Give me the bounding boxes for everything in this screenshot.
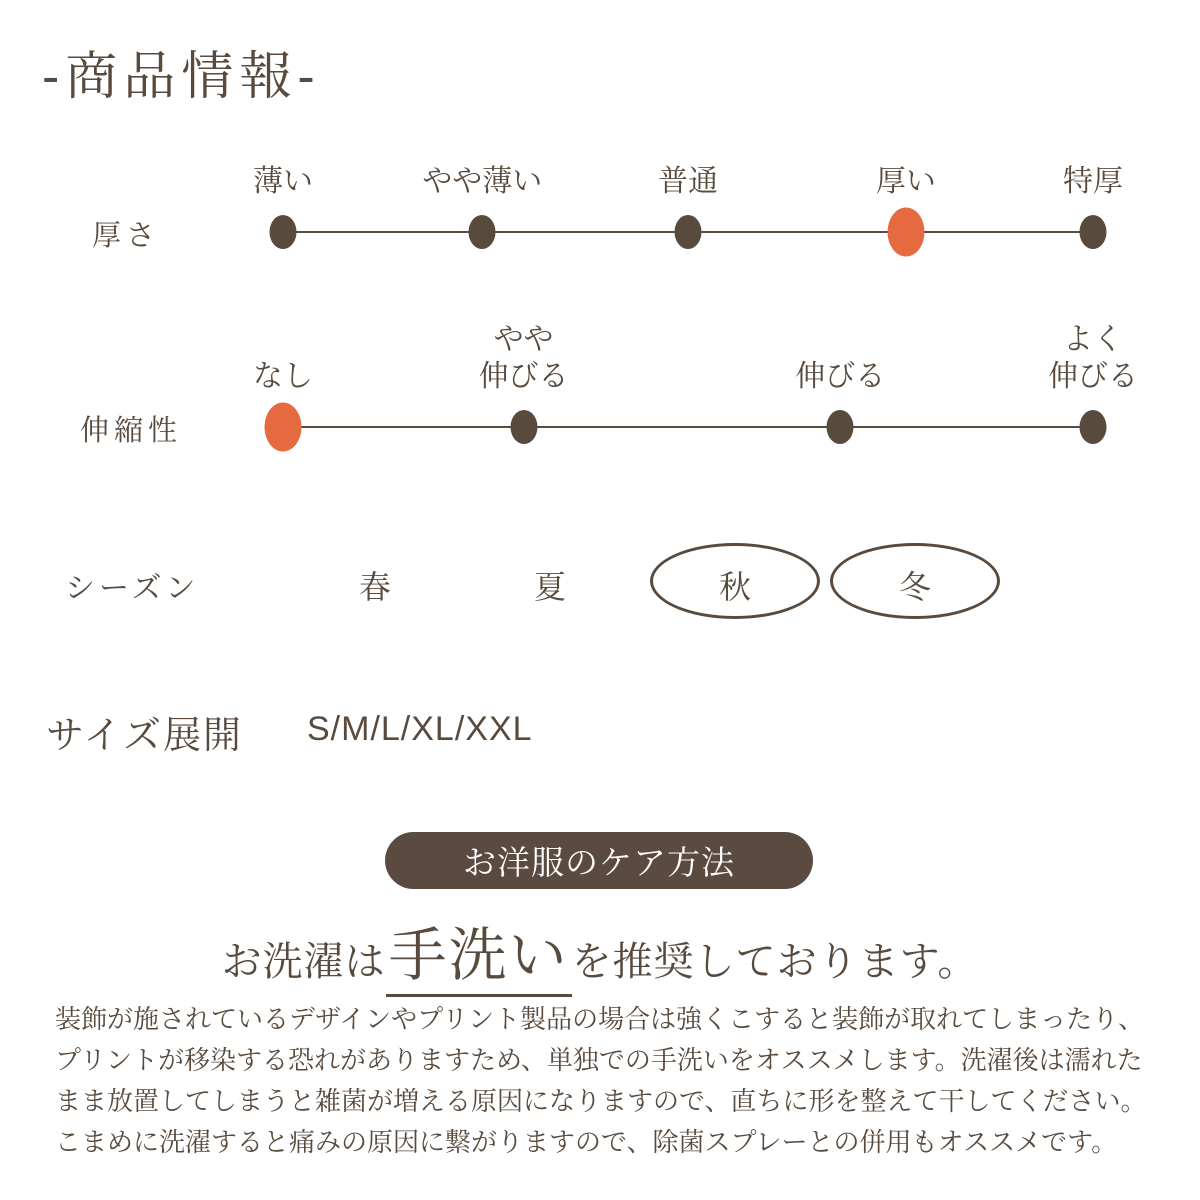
thickness-scale	[253, 117, 1123, 249]
scale-option-label: よく 伸びる	[1048, 323, 1138, 393]
care-paragraph-line: プリントが移染する恐れがありますため、単独での手洗いをオススメします。洗濯後は濡れた	[55, 1045, 1143, 1075]
care-paragraph	[55, 999, 1155, 1163]
scale-dot	[675, 215, 702, 249]
scale-dot	[827, 410, 854, 444]
scale-option-label: やや 伸びる	[478, 323, 569, 393]
handwash-headline	[0, 908, 1200, 997]
scale-dot	[469, 215, 496, 249]
scale-dot	[510, 410, 537, 444]
scale-option-label: なし	[253, 360, 313, 393]
scale-option-label: 特厚	[1063, 165, 1123, 198]
scale-dot	[270, 215, 297, 249]
season-item: 冬	[898, 569, 932, 605]
care-paragraph-line: こまめに洗濯すると痛みの原因に繋がりますので、除菌スプレーとの併用もオススメです。	[55, 1127, 1118, 1157]
season-item: 秋	[718, 569, 752, 605]
headline-prefix: お洗濯は	[221, 940, 386, 984]
headline-suffix: を推奨しております。	[571, 940, 979, 984]
season-label: シーズン	[65, 572, 200, 605]
size-range-value: S/M/L/XL/XXL	[307, 710, 533, 748]
scale-dot-selected	[265, 403, 302, 452]
thickness-label: 厚さ	[92, 220, 161, 252]
scale-option-label: 厚い	[875, 165, 936, 198]
headline-handwash-emphasis: 手洗い	[386, 908, 572, 997]
scale-dot-selected	[887, 208, 924, 257]
care-method-badge-label: お洋服のケア方法	[463, 844, 735, 881]
care-paragraph-line: まま放置してしまうと雑菌が増える原因になりますので、直ちに形を整えて干してください。	[55, 1086, 1147, 1116]
scale-option-label: 薄い	[253, 165, 313, 198]
scale-option-label: 普通	[658, 165, 718, 198]
season-item: 夏	[533, 569, 567, 605]
scale-option-label: やや薄い	[422, 165, 543, 198]
scale-dot	[1080, 410, 1107, 444]
scale-dot	[1080, 215, 1107, 249]
season-item: 春	[358, 569, 392, 605]
stretch-scale-line	[283, 426, 1093, 428]
stretch-label: 伸縮性	[80, 415, 183, 447]
scale-option-label: 伸びる	[795, 360, 886, 393]
care-paragraph-line: 装飾が施されているデザインやプリント製品の場合は強くこすると装飾が取れてしまったり、	[55, 1004, 1145, 1034]
care-method-badge[interactable]	[385, 832, 813, 889]
size-range-label: サイズ展開	[46, 715, 243, 757]
page-title: -商品情報-	[42, 48, 321, 106]
stretch-scale	[253, 312, 1138, 444]
